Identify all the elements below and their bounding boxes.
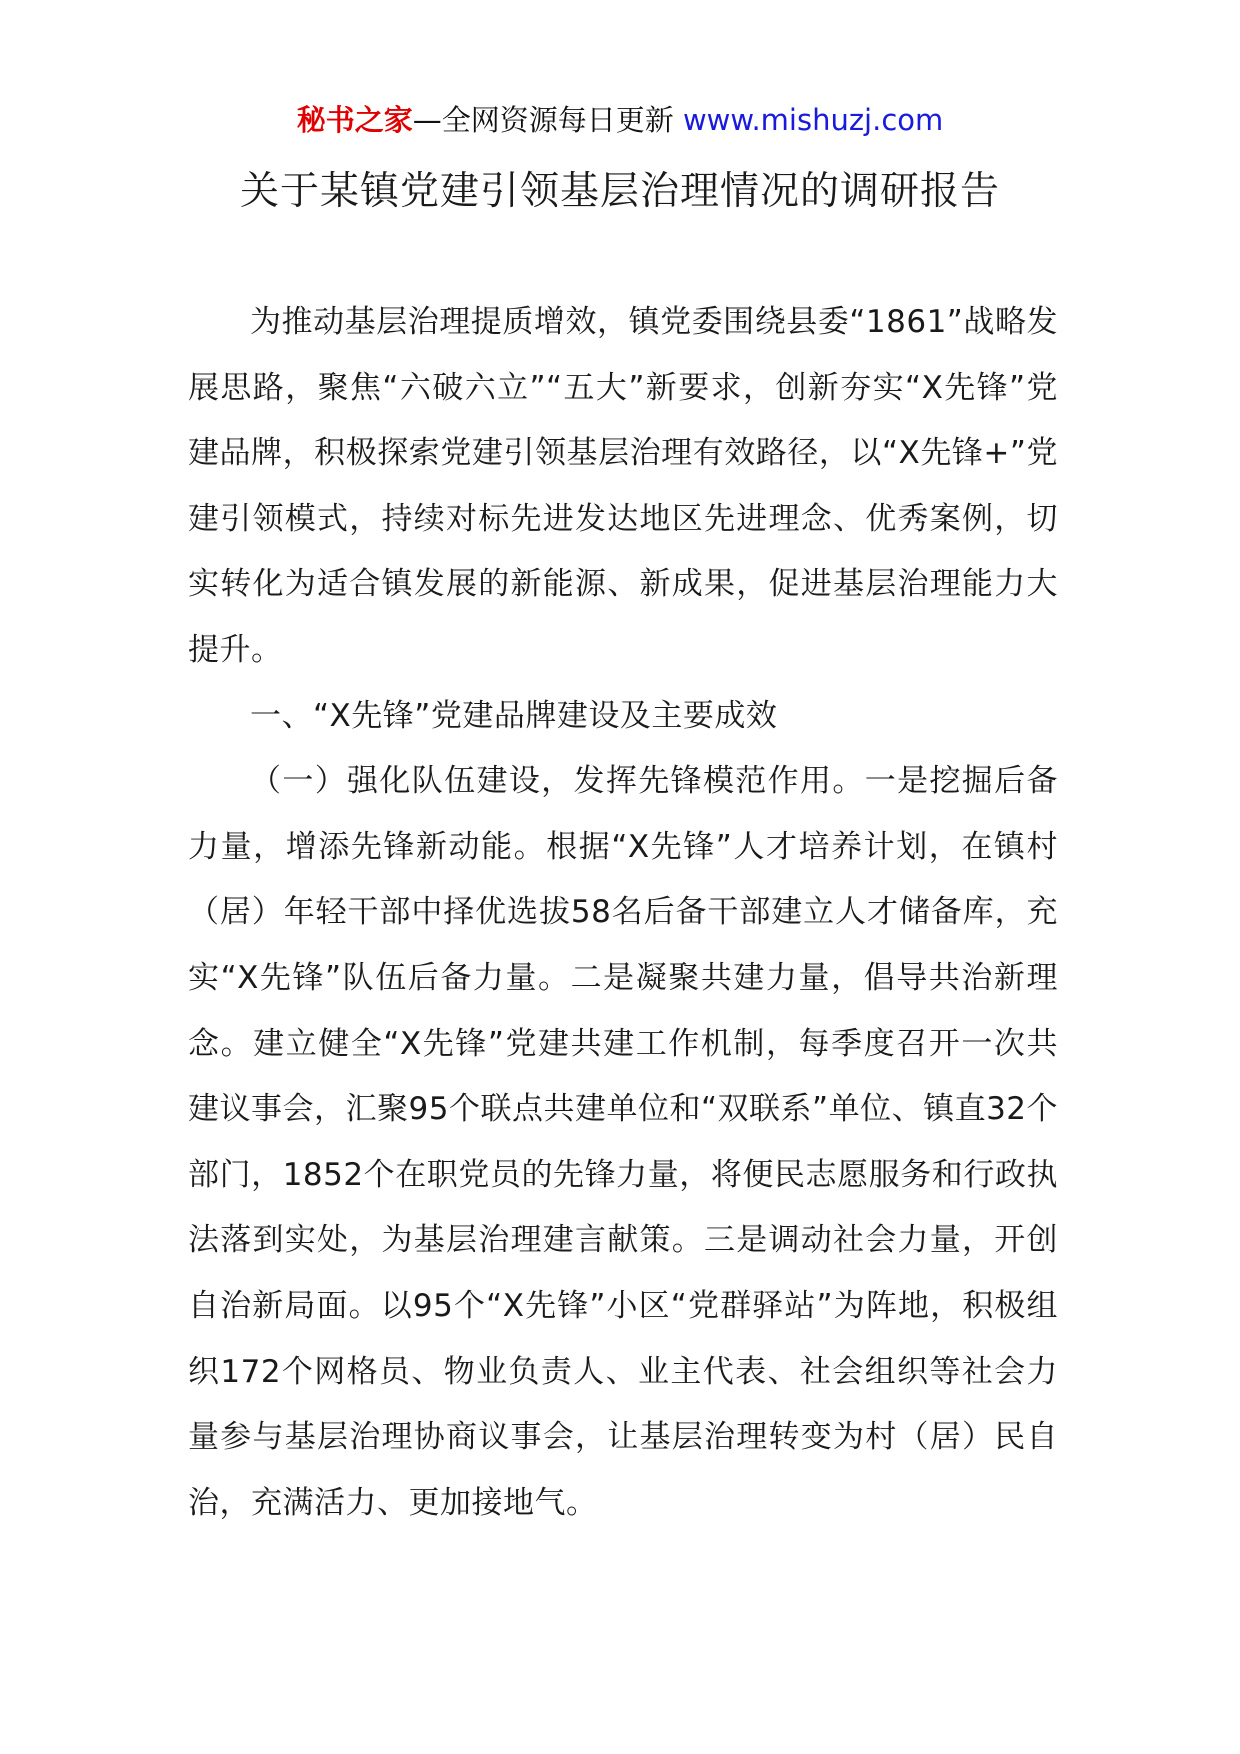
- subsection-paragraph: （一）强化队伍建设，发挥先锋模范作用。一是挖掘后备力量，增添先锋新动能。根据“X先锋”人才培养计划，在镇村（居）年轻干部中择优选拔58名后备干部建立人才储备库，充实“X先锋”队伍后备力量。二是凝聚共建力量，倡导共治新理念。建立健全“X先锋”党建共建工作机制，每季度召开一次共建议事会，汇聚95个联点共建单位和“双联系”单位、镇直32个部门，1852个在职党员的先锋力量，将便民志愿服务和行政执法落到实处，为基层治理建言献策。三是调动社会力量，开创自治新局面。以95个“X先锋”小区“党群驿站”为阵地，积极组织172个网格员、物业负责人、业主代表、社会组织等社会力量参与基层治理协商议事会，让基层治理转变为村（居）民自治，充满活力、更加接地气。: [188, 763, 1059, 1521]
- intro-paragraph: 为推动基层治理提质增效，镇党委围绕县委“1861”战略发展思路，聚焦“六破六立”“五大”新要求，创新夯实“X先锋”党建品牌，积极探索党建引领基层治理有效路径，以“X先锋+”党建引领模式，持续对标先进发达地区先进理念、优秀案例，切实转化为适合镇发展的新能源、新成果，促进基层治理能力大提升。: [188, 304, 1058, 668]
- site-url-link[interactable]: www.mishuzj.com: [682, 103, 944, 137]
- brand-name: 秘书之家: [296, 103, 413, 137]
- section-heading: 一、“X先锋”党建品牌建设及主要成效: [250, 697, 778, 734]
- document-body: [188, 290, 1058, 1536]
- site-header: [0, 100, 1240, 140]
- site-slogan: —全网资源每日更新: [412, 103, 683, 137]
- document-title: 关于某镇党建引领基层治理情况的调研报告: [239, 169, 1000, 214]
